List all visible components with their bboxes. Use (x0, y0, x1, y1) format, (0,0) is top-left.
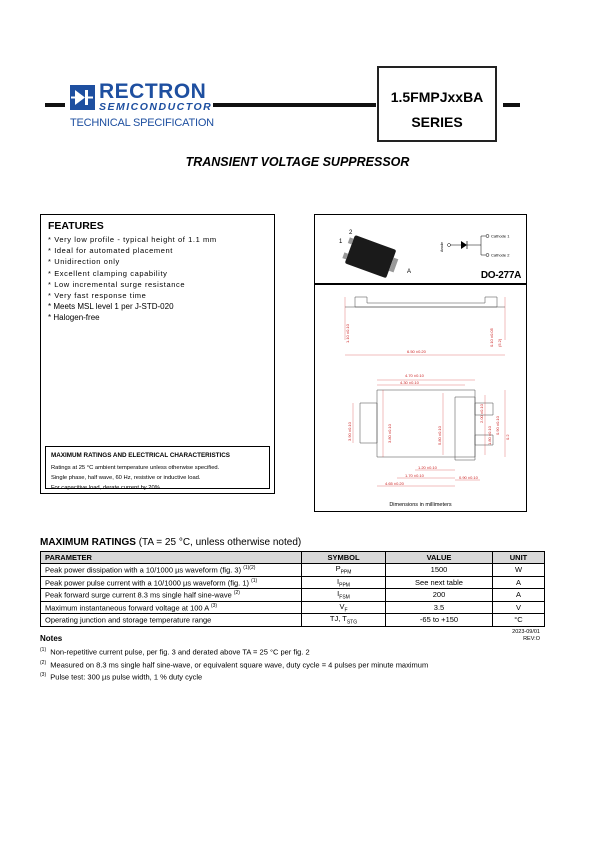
table-row (41, 601, 545, 614)
header-rule-middle (213, 103, 376, 107)
series-part-number: 1.5FMPJxxBA (390, 89, 484, 105)
pin-label: 1 (339, 239, 343, 245)
table-row (41, 576, 545, 589)
cell-symbol: $I_{PPM}$ (302, 576, 386, 589)
feature-item: * Halogen-free (48, 313, 100, 323)
revision-date: 2023-09/01 (512, 629, 540, 635)
document-title: TRANSIENT VOLTAGE SUPPRESSOR (185, 155, 410, 169)
cathode-2-label: Cathode 2 (491, 252, 510, 258)
revision-code: REV:O (523, 636, 540, 642)
feature-item: * Unidirection only (48, 257, 120, 267)
ratings-condition-line: For capacitive load, derate current by 20%. (51, 484, 162, 491)
dimension-label: 2.00 ±0.10 (479, 404, 484, 423)
dimension-label: 1.10 ±0.10 (345, 324, 350, 343)
feature-item: * Very low profile - typical height of 1.1 mm (48, 235, 217, 244)
series-label: SERIES (411, 114, 463, 130)
feature-item: * Excellent clamping capability (48, 268, 168, 278)
cell-unit: V (493, 601, 545, 614)
cell-value: 3.5 (386, 601, 493, 614)
dimension-label: 4.65 ±0.20 (385, 481, 404, 486)
cell-value: 1500 (386, 564, 493, 577)
notes-list (40, 645, 428, 683)
dimension-label: 0.10 ±0.05 (489, 328, 494, 347)
dimension-label: 0.2 (505, 434, 510, 440)
cell-value: See next table (386, 576, 493, 589)
dimension-drawing (315, 285, 526, 499)
column-header-parameter: PARAMETER (41, 552, 302, 564)
dimension-label: 1.70 ±0.10 (405, 473, 424, 478)
cell-parameter: Peak power pulse current with a 10/1000 µs waveform (fig. 1) $^{(1)}$ (41, 576, 302, 589)
cell-symbol: TJ, $T_{STG}$ (302, 614, 386, 627)
technical-specification-label: TECHNICAL SPECIFICATION (70, 117, 214, 129)
header-rule-right (503, 103, 520, 107)
dimension-label: 4.70 ±0.10 (405, 373, 424, 378)
brand-subtitle: SEMICONDUCTOR (99, 101, 213, 113)
cell-unit: W (493, 564, 545, 577)
cell-unit: A (493, 576, 545, 589)
note-item: $^{(1)}$ Non-repetitive current pulse, per fig. 3 and derated above TA = 25 °C per fig. 2 (40, 647, 310, 657)
feature-item: * Meets MSL level 1 per J-STD-020 (48, 302, 174, 312)
rectron-logo-icon (70, 85, 95, 110)
package-box (314, 214, 527, 284)
maximum-ratings-condition: (TA = 25 °C, unless otherwise noted) (138, 537, 302, 548)
note-item: $^{(3)}$ Pulse test: 300 µs pulse width, 1 % duty cycle (40, 672, 203, 682)
features-title: FEATURES (48, 220, 104, 232)
ratings-condition-line: Single phase, half wave, 60 Hz, resistive or inductive load. (51, 474, 201, 481)
maximum-ratings-title (40, 537, 301, 548)
cathode-1-label: Cathode 1 (491, 233, 510, 239)
cell-unit: A (493, 589, 545, 602)
dimension-label: 3.80 ±0.10 (387, 424, 392, 443)
dimensions-caption: Dimensions in millimeters (389, 502, 452, 508)
cell-parameter: Peak forward surge current 8.3 ms single half sine-wave $^{(2)}$ (41, 589, 302, 602)
ratings-condition-line: Ratings at 25 °C ambient temperature unless otherwise specified. (51, 465, 220, 471)
revision-info (512, 629, 540, 643)
table-header-row (41, 552, 545, 564)
column-header-symbol: SYMBOL (302, 552, 386, 564)
maximum-ratings-table (40, 551, 545, 627)
cell-parameter: Operating junction and storage temperature range (41, 614, 302, 627)
maximum-ratings-heading: MAXIMUM RATINGS (40, 537, 136, 548)
dimension-label: 1.20 ±0.10 (418, 465, 437, 470)
table-row (41, 589, 545, 602)
brand-name: RECTRON (99, 80, 207, 103)
dimension-label: (5.2) (497, 338, 502, 347)
dimension-label: 3.90 ±0.10 (347, 422, 352, 441)
series-box (377, 66, 497, 142)
features-list (48, 234, 217, 324)
table-row (41, 614, 545, 627)
dimension-label: 1.80 ±0.10 (487, 426, 492, 445)
cell-symbol: $V_F$ (302, 601, 386, 614)
cell-value: -65 to +150 (386, 614, 493, 627)
dimension-label: 0.90 ±0.10 (459, 475, 478, 480)
header-rule-left (45, 103, 65, 107)
cell-symbol: $I_{FSM}$ (302, 589, 386, 602)
column-header-value: VALUE (386, 552, 493, 564)
dimensions-box (314, 284, 527, 512)
cell-symbol: $P_{PPM}$ (302, 564, 386, 577)
ratings-characteristics-box (45, 446, 270, 489)
table-row (41, 564, 545, 577)
pin-label: A (407, 269, 412, 275)
feature-item: * Ideal for automated placement (48, 246, 173, 256)
dimension-label: 4.30 ±0.10 (400, 380, 419, 385)
dimension-label: 0.90 ±0.10 (495, 416, 500, 435)
anode-label: Anode (440, 241, 444, 252)
dimension-label: 5.80 ±0.10 (437, 426, 442, 445)
pin-label: 2 (349, 230, 353, 236)
notes-title: Notes (40, 634, 63, 643)
cell-value: 200 (386, 589, 493, 602)
dimension-label: 6.50 ±0.20 (407, 349, 426, 354)
ratings-characteristics-heading: MAXIMUM RATINGS AND ELECTRICAL CHARACTERISTICS (51, 452, 230, 459)
feature-item: * Low incremental surge resistance (48, 279, 186, 289)
cell-unit: °C (493, 614, 545, 627)
package-name: DO-277A (480, 270, 521, 281)
feature-item: * Very fast response time (48, 291, 147, 301)
column-header-unit: UNIT (493, 552, 545, 564)
cell-parameter: Maximum instantaneous forward voltage at 100 A $^{(3)}$ (41, 601, 302, 614)
cell-parameter: Peak power dissipation with a 10/1000 µs waveform (fig. 3) $^{(1)(2)}$ (41, 564, 302, 577)
note-item: $^{(2)}$ Measured on 8.3 ms single half sine-wave, or equivalent square wave, duty cycle = 4 pulses per minute maximum (40, 659, 429, 669)
